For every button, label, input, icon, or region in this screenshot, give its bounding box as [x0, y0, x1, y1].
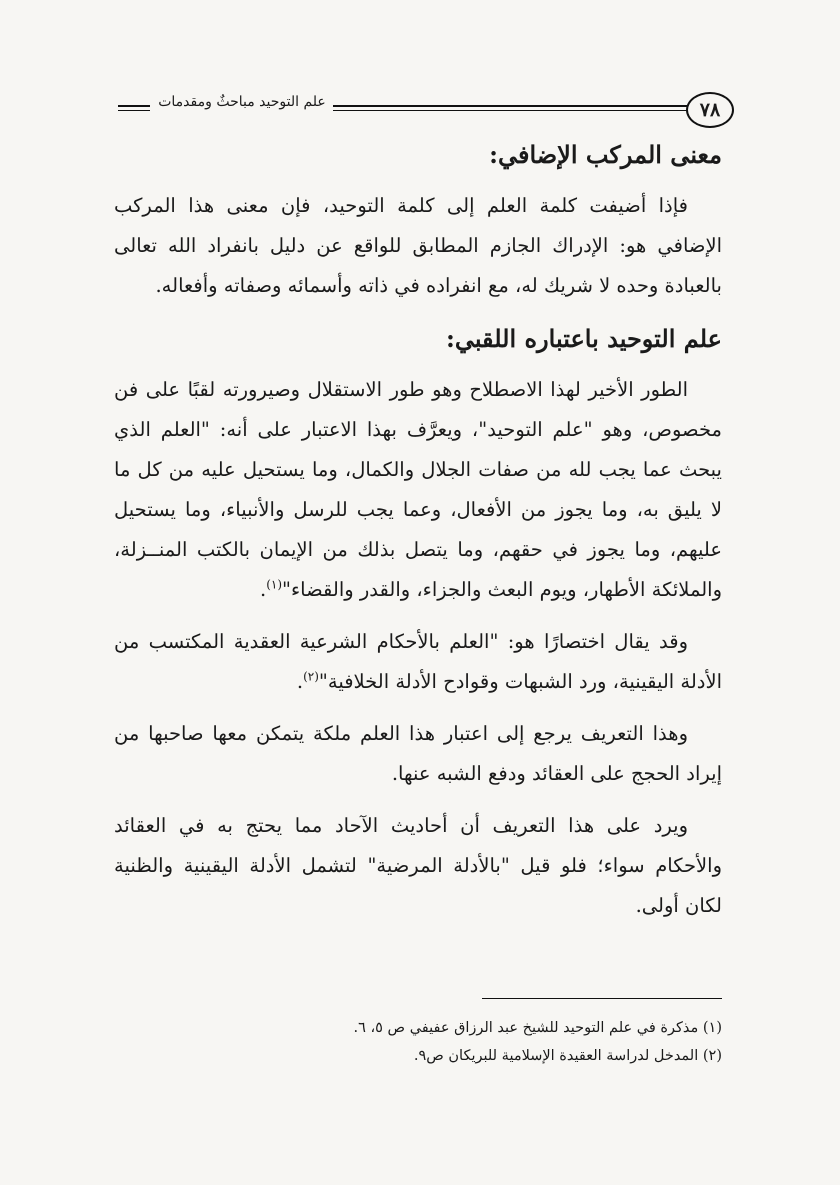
header-rule [333, 105, 694, 111]
section-heading-idafi: معنى المركب الإضافي: [489, 140, 722, 169]
page-body [114, 132, 722, 926]
footnote-separator [482, 998, 722, 999]
footnotes [114, 1014, 722, 1070]
footnote-ref: (٢) [303, 669, 319, 684]
paragraph: وهذا التعريف يرجع إلى اعتبار هذا العلم ملكة يتمكن معها صاحبها من إيراد الحجج على العقائد ودفع الشبه عنها. [114, 722, 722, 785]
paragraph: الطور الأخير لهذا الاصطلاح وهو طور الاستقلال وصيرورته لقبًا على فن مخصوص، وهو "علم التوحيد"، ويعرَّف بهذا الاعتبار على أنه: "العلم الذي يبحث عما يجب لله من صفات الجلال والكمال، وما يستحيل عليه من كل ما لا يليق به، وما يجوز من الأفعال، وعما يجب للرسل والأنبياء، وما يستحيل عليهم، وما يجوز في حقهم، وما يتصل بذلك من الإيمان بالكتب المنــزلة، والملائكة الأطهار، ويوم البعث والجزاء، والقدر والقضاء"$^{(١)}$. [114, 378, 722, 601]
footnote-item: (٢) المدخل لدراسة العقيدة الإسلامية للبريكان ص٩. [413, 1048, 722, 1064]
page-number: ٧٨ [686, 92, 734, 128]
section-heading-laqabi: علم التوحيد باعتباره اللقبي: [445, 324, 722, 353]
running-title: علم التوحيد مباحثٌ ومقدمات [158, 94, 326, 110]
paragraph: ويرد على هذا التعريف أن أحاديث الآحاد مما يحتج به في العقائد والأحكام سواء؛ فلو قيل "بالأدلة المرضية" لتشمل الأدلة اليقينية والظنية لكان أولى. [114, 814, 722, 917]
paragraph: وقد يقال اختصارًا هو: "العلم بالأحكام الشرعية العقدية المكتسب من الأدلة اليقينية، ورد الشبهات وقوادح الأدلة الخلافية"$^{(٢)}$. [114, 630, 722, 693]
header-rule-short [118, 105, 150, 111]
footnote-ref: (١) [266, 577, 283, 592]
footnote-item: (١) مذكرة في علم التوحيد للشيخ عبد الرزاق عفيفي ص ٥، ٦. [353, 1020, 722, 1036]
running-header [118, 92, 734, 128]
paragraph: فإذا أضيفت كلمة العلم إلى كلمة التوحيد، فإن معنى هذا المركب الإضافي هو: الإدراك الجازم المطابق للواقع عن دليل بانفراد الله تعالى بالعبادة وحده لا شريك له، مع انفراده في ذاته وأسمائه وصفاته وأفعاله. [114, 194, 722, 297]
